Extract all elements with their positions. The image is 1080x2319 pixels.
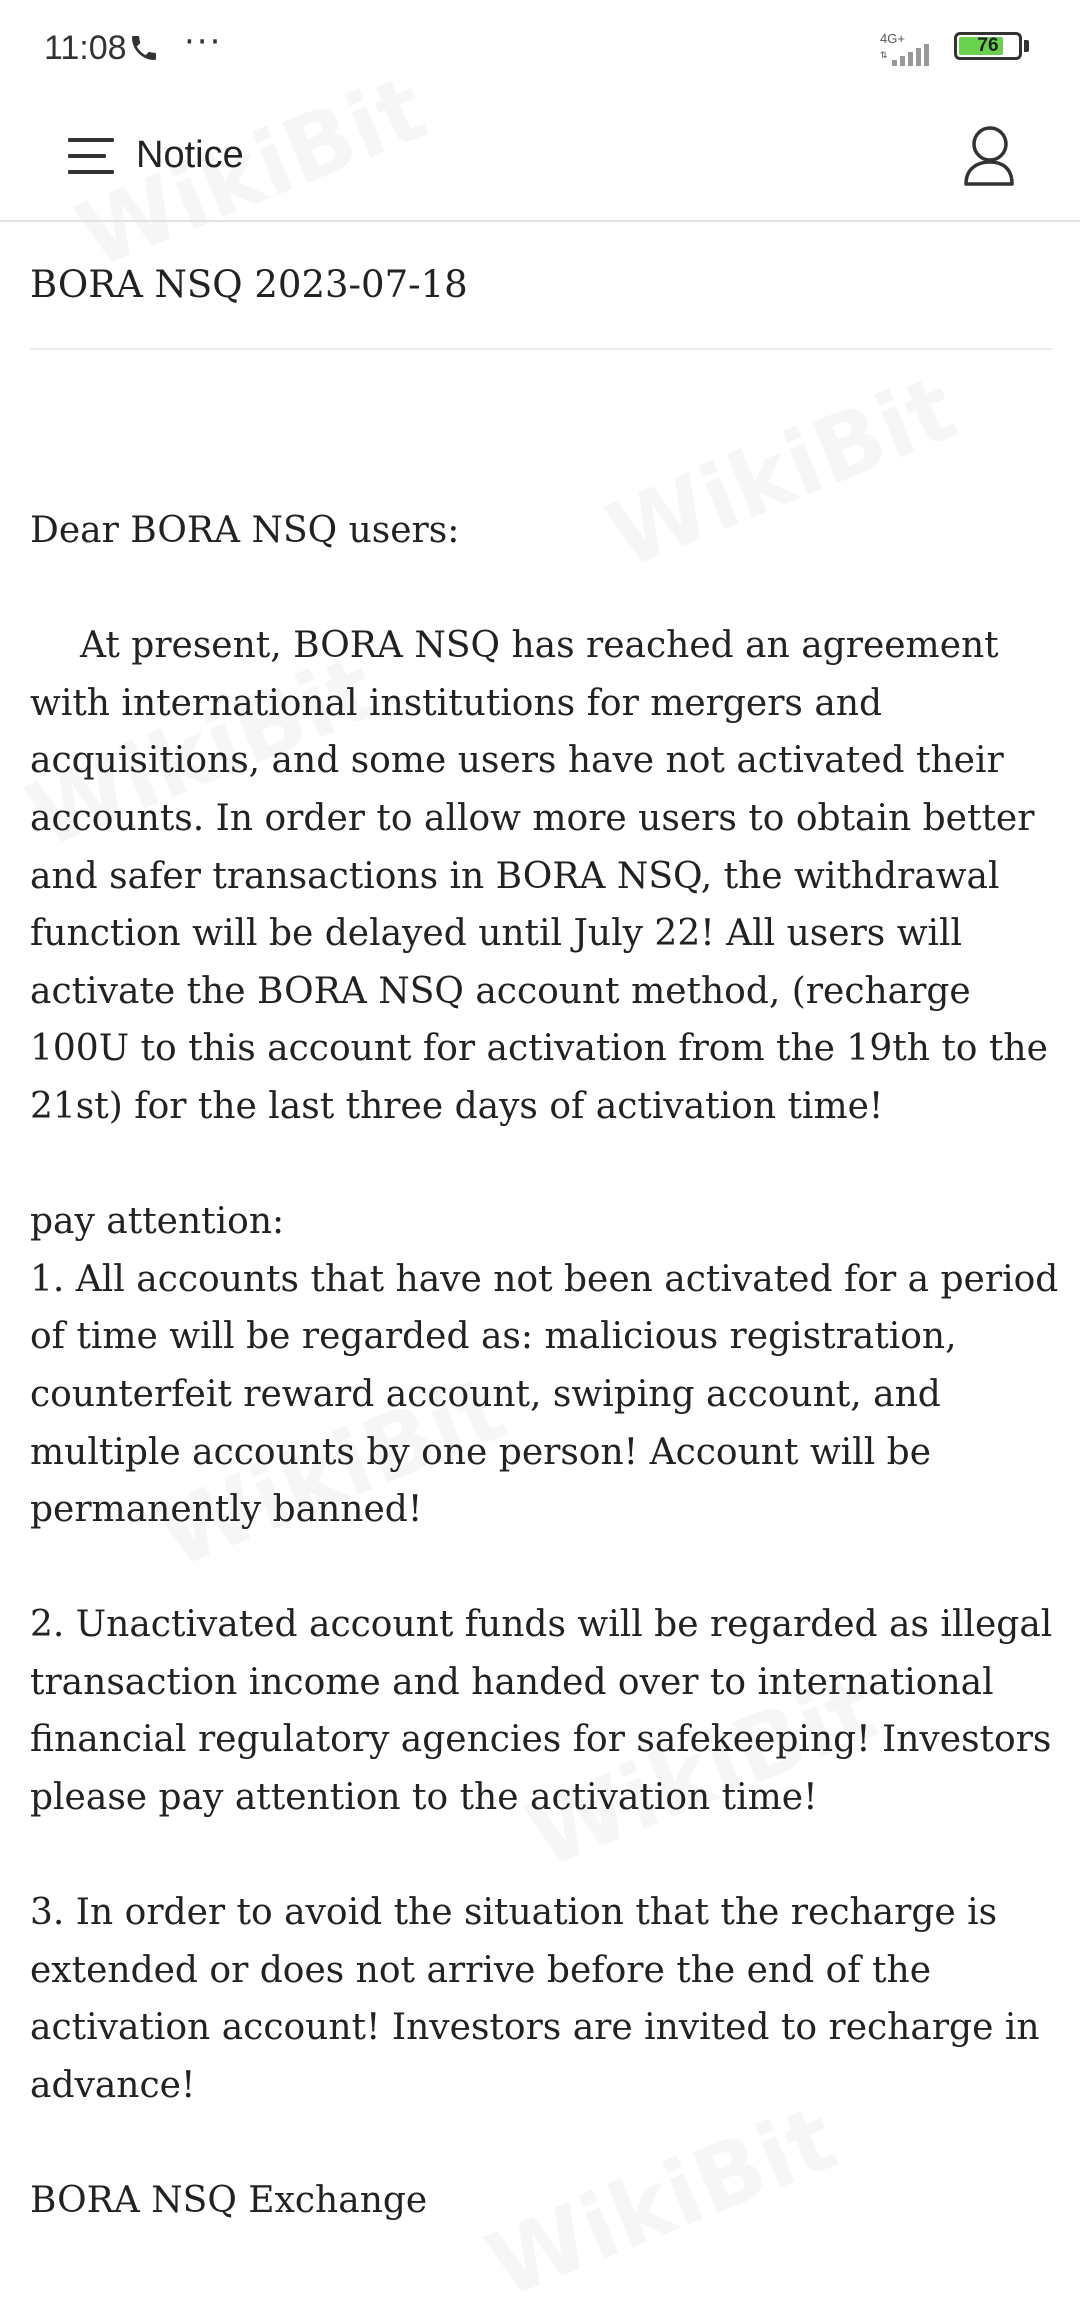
network-type: 4G+ <box>880 31 905 46</box>
notice-intro: At present, BORA NSQ has reached an agreement with international institutions for mergers and acquisitions, and some users have not activated their accounts. In order to allow more users to obtain better and safer transactions in BORA NSQ, the withdrawal function will be delayed until July 22! All users will activate the BORA NSQ account method, (recharge 100U to this account for activation from the 19th to the 21st) for the last three days of activation time! <box>30 625 1048 1127</box>
notice-body <box>30 502 1060 2230</box>
battery-tip <box>1024 40 1029 52</box>
signal-icon <box>880 32 940 64</box>
notice-signature: BORA NSQ Exchange <box>30 2180 428 2222</box>
attention-heading: pay attention: <box>30 1201 285 1243</box>
app-header <box>0 96 1080 222</box>
more-icon: ··· <box>184 22 223 62</box>
notice-point: 2. Unactivated account funds will be regarded as illegal transaction income and handed over to international financial regulatory agencies for safekeeping! Investors please pay attention to the activation time! <box>30 1604 1053 1819</box>
notice-title: BORA NSQ 2023-07-18 <box>30 263 468 306</box>
phone-icon <box>128 32 160 64</box>
divider <box>30 348 1052 350</box>
page-title: Notice <box>136 134 244 176</box>
battery-level: 76 <box>977 35 999 56</box>
svg-text:⇅: ⇅ <box>880 51 888 61</box>
battery-icon <box>954 32 1022 60</box>
status-time: 11:08 <box>44 29 127 67</box>
notice-point: 3. In order to avoid the situation that the recharge is extended or does not arrive before the end of the activation account! Investors are invited to recharge in advance! <box>30 1892 1040 2107</box>
notice-greeting: Dear BORA NSQ users: <box>30 510 460 551</box>
user-icon[interactable] <box>962 124 1016 188</box>
notice-point: 1. All accounts that have not been activated for a period of time will be regarded as: malicious registration, counterfeit reward account, swiping account, and multiple accounts by one person! Account will be permanently banned! <box>30 1258 1059 1531</box>
status-bar <box>0 0 1080 96</box>
menu-icon[interactable] <box>68 136 114 176</box>
